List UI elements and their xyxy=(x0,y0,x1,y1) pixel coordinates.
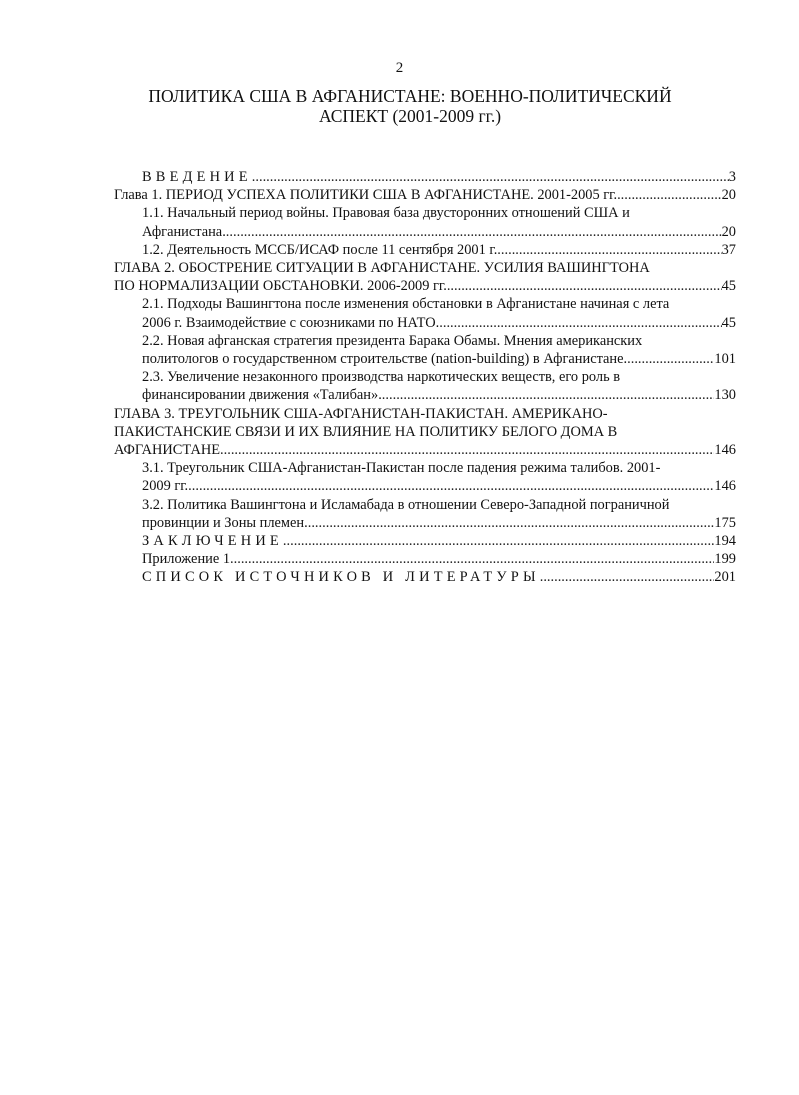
toc-entry-introduction xyxy=(128,168,736,186)
toc-entry-conclusion xyxy=(128,532,736,550)
leader-dots xyxy=(627,350,714,368)
toc-page-number: 175 xyxy=(714,514,736,531)
toc-entry-section-1-1 xyxy=(128,204,736,240)
toc-page-number: 201 xyxy=(714,569,736,586)
toc-entry-chapter-1 xyxy=(114,186,736,204)
toc-entry-section-3-2 xyxy=(128,496,736,532)
toc-page-number: 20 xyxy=(721,223,736,240)
toc-entry-text: 3.2. Политика Вашингтона и Исламабада в отношении Северо-Западной пограничной xyxy=(142,496,670,513)
toc-entry-chapter-3 xyxy=(114,405,736,460)
toc-page-number: 199 xyxy=(714,551,736,568)
toc-page-number: 45 xyxy=(721,314,736,331)
toc-entry-section-2-1 xyxy=(128,295,736,331)
document-title xyxy=(90,86,730,126)
leader-dots xyxy=(540,568,715,586)
leader-dots xyxy=(382,386,715,404)
toc-page-number: 45 xyxy=(721,278,736,295)
toc-entry-text: АФГАНИСТАНЕ xyxy=(114,442,221,459)
leader-dots xyxy=(188,477,714,495)
leader-dots xyxy=(220,441,714,459)
toc-entry-section-2-2 xyxy=(128,332,736,368)
toc-entry-text: 1.1. Начальный период войны. Правовая база двусторонних отношений США и xyxy=(142,205,630,222)
leader-dots xyxy=(447,277,722,295)
toc-page-number: 146 xyxy=(714,442,736,459)
toc-entry-text: ГЛАВА 2. ОБОСТРЕНИЕ СИТУАЦИИ В АФГАНИСТАНЕ. УСИЛИЯ ВАШИНГТОНА xyxy=(114,260,650,277)
toc-page-number: 37 xyxy=(721,241,736,258)
leader-dots xyxy=(308,514,715,532)
toc-entry-sources xyxy=(128,568,736,586)
page-number: 2 xyxy=(395,60,404,76)
table-of-contents xyxy=(114,168,736,587)
toc-entry-text: провинции и Зоны племен. xyxy=(142,514,308,531)
toc-entry-text: ВВЕДЕНИЕ xyxy=(142,169,252,185)
title-line: АСПЕКТ (2001-2009 гг.) xyxy=(318,106,502,126)
toc-entry-text: Глава 1. ПЕРИОД УСПЕХА ПОЛИТИКИ США В АФГАНИСТАНЕ. 2001-2005 гг. xyxy=(114,187,618,204)
toc-entry-section-2-3 xyxy=(128,368,736,404)
toc-entry-section-1-2 xyxy=(128,241,736,259)
toc-entry-section-3-1 xyxy=(128,459,736,495)
title-line: ПОЛИТИКА США В АФГАНИСТАНЕ: ВОЕННО-ПОЛИТИЧЕСКИЙ xyxy=(148,86,672,106)
leader-dots xyxy=(283,532,714,550)
toc-entry-chapter-2 xyxy=(114,259,736,295)
toc-page-number: 194 xyxy=(714,533,736,550)
toc-entry-text: ПАКИСТАНСКИЕ СВЯЗИ И ИХ ВЛИЯНИЕ НА ПОЛИТИКУ БЕЛОГО ДОМА В xyxy=(114,423,618,440)
toc-entry-text: ГЛАВА 3. ТРЕУГОЛЬНИК США-АФГАНИСТАН-ПАКИСТАН. АМЕРИКАНО- xyxy=(114,405,608,422)
leader-dots xyxy=(439,314,721,332)
leader-dots xyxy=(617,186,722,204)
leader-dots xyxy=(497,241,721,259)
toc-page-number: 146 xyxy=(714,478,736,495)
toc-entry-text: 2.2. Новая афганская стратегия президента Барака Обамы. Мнения американских xyxy=(142,332,643,349)
toc-page-number: 3 xyxy=(728,169,736,185)
toc-entry-text: Афганистана. xyxy=(142,223,226,240)
leader-dots xyxy=(226,223,722,241)
toc-entry-text: 2.1. Подходы Вашингтона после изменения обстановки в Афганистане начиная с лета xyxy=(142,296,670,313)
toc-entry-text: 3.1. Треугольник США-Афганистан-Пакистан после падения режима талибов. 2001- xyxy=(142,460,661,477)
toc-entry-text: 1.2. Деятельность МССБ/ИСАФ после 11 сентября 2001 г. xyxy=(142,241,498,258)
leader-dots xyxy=(230,550,714,568)
toc-page-number: 130 xyxy=(714,387,736,404)
toc-entry-text: ЗАКЛЮЧЕНИЕ xyxy=(142,533,283,550)
toc-entry-text: 2009 гг. xyxy=(142,478,189,495)
toc-entry-text: политологов о государственном строительстве (nation-building) в Афганистане. xyxy=(142,351,628,368)
toc-entry-text: финансировании движения «Талибан». xyxy=(142,387,382,404)
toc-entry-text: 2006 г. Взаимодействие с союзниками по НАТО. xyxy=(142,314,440,331)
toc-entry-text: ПО НОРМАЛИЗАЦИИ ОБСТАНОВКИ. 2006-2009 гг. xyxy=(114,278,447,295)
toc-page-number: 101 xyxy=(714,351,736,368)
toc-entry-text: 2.3. Увеличение незаконного производства наркотических веществ, его роль в xyxy=(142,369,621,386)
toc-page-number: 20 xyxy=(721,187,736,204)
toc-entry-text: СПИСОК ИСТОЧНИКОВ И ЛИТЕРАТУРЫ xyxy=(142,569,540,586)
toc-entry-appendix xyxy=(128,550,736,568)
toc-entry-text: Приложение 1 xyxy=(142,551,231,568)
leader-dots xyxy=(252,168,729,186)
